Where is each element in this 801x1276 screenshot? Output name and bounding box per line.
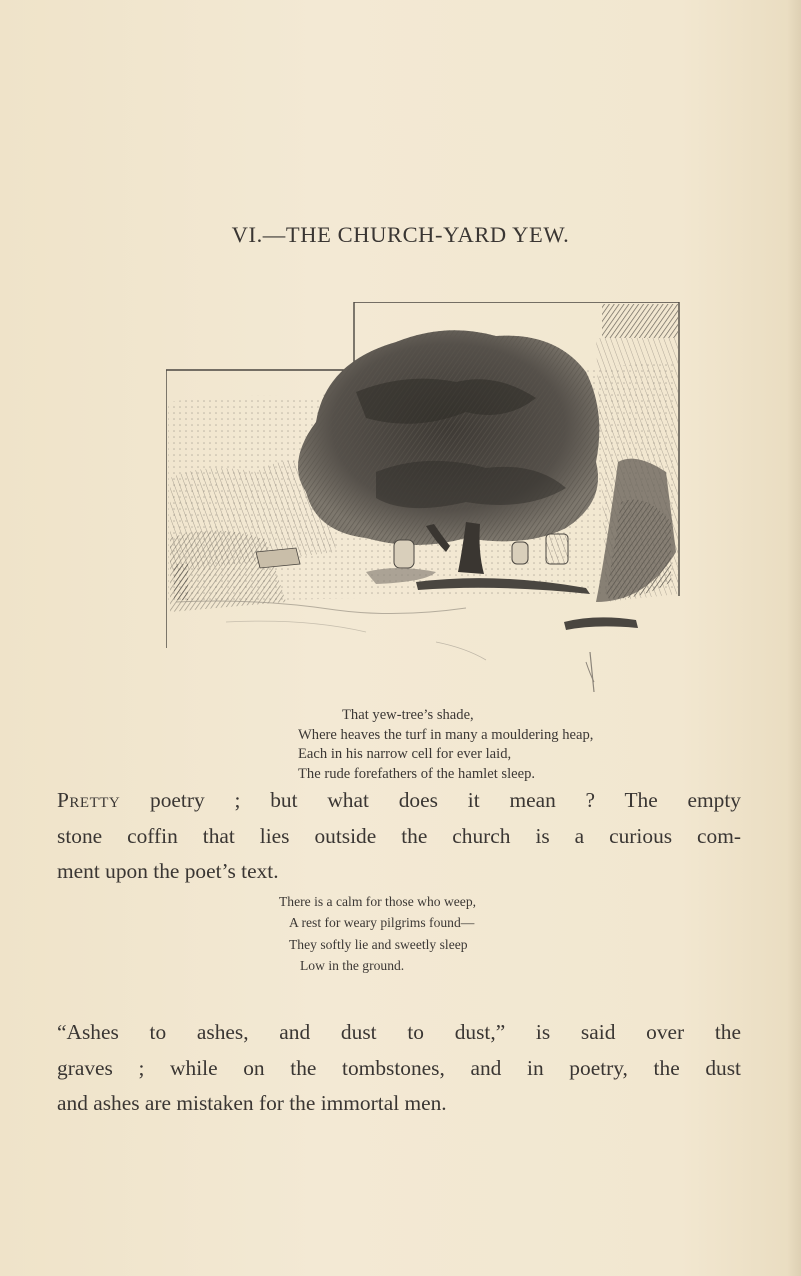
verse-line: They softly lie and sweetly sleep [289, 936, 468, 952]
paragraph-line: stone coffin that lies outside the church is a curious com- [57, 823, 741, 848]
epigraph-line: That yew-tree’s shade, [342, 707, 474, 723]
paragraph-line: and ashes are mistaken for the immortal men. [57, 1091, 447, 1115]
verse-line: A rest for weary pilgrims found— [289, 915, 475, 931]
verse-line: Low in the ground. [300, 957, 405, 973]
drop-word: Pretty [57, 788, 121, 812]
paragraph-line: graves ; while on the tombstones, and in poetry, the dust [57, 1055, 741, 1080]
inset-verse [279, 891, 476, 976]
page-edge-shadow [787, 0, 801, 1276]
epigraph-line: Where heaves the turf in many a mouldering heap, [298, 726, 594, 743]
verse-line: There is a calm for those who weep, [279, 894, 477, 909]
paragraph-line: “Ashes to ashes, and dust to dust,” is said over the [57, 1020, 741, 1044]
paragraph-2 [57, 1015, 741, 1122]
yew-tree-illustration [166, 302, 682, 698]
paragraph-1 [57, 783, 741, 890]
epigraph-line: Each in his narrow cell for ever laid, [298, 746, 512, 762]
yew-tree-engraving [166, 302, 682, 698]
chapter-heading: VI.—THE CHURCH-YARD YEW. [231, 222, 570, 247]
paragraph-line: ment upon the poet’s text. [57, 859, 279, 883]
epigraph-verse [298, 706, 593, 784]
paragraph-line-text: poetry ; but what does it mean ? The empty [120, 788, 741, 812]
paragraph-line [57, 783, 741, 819]
epigraph-line: The rude forefathers of the hamlet sleep. [298, 765, 536, 782]
